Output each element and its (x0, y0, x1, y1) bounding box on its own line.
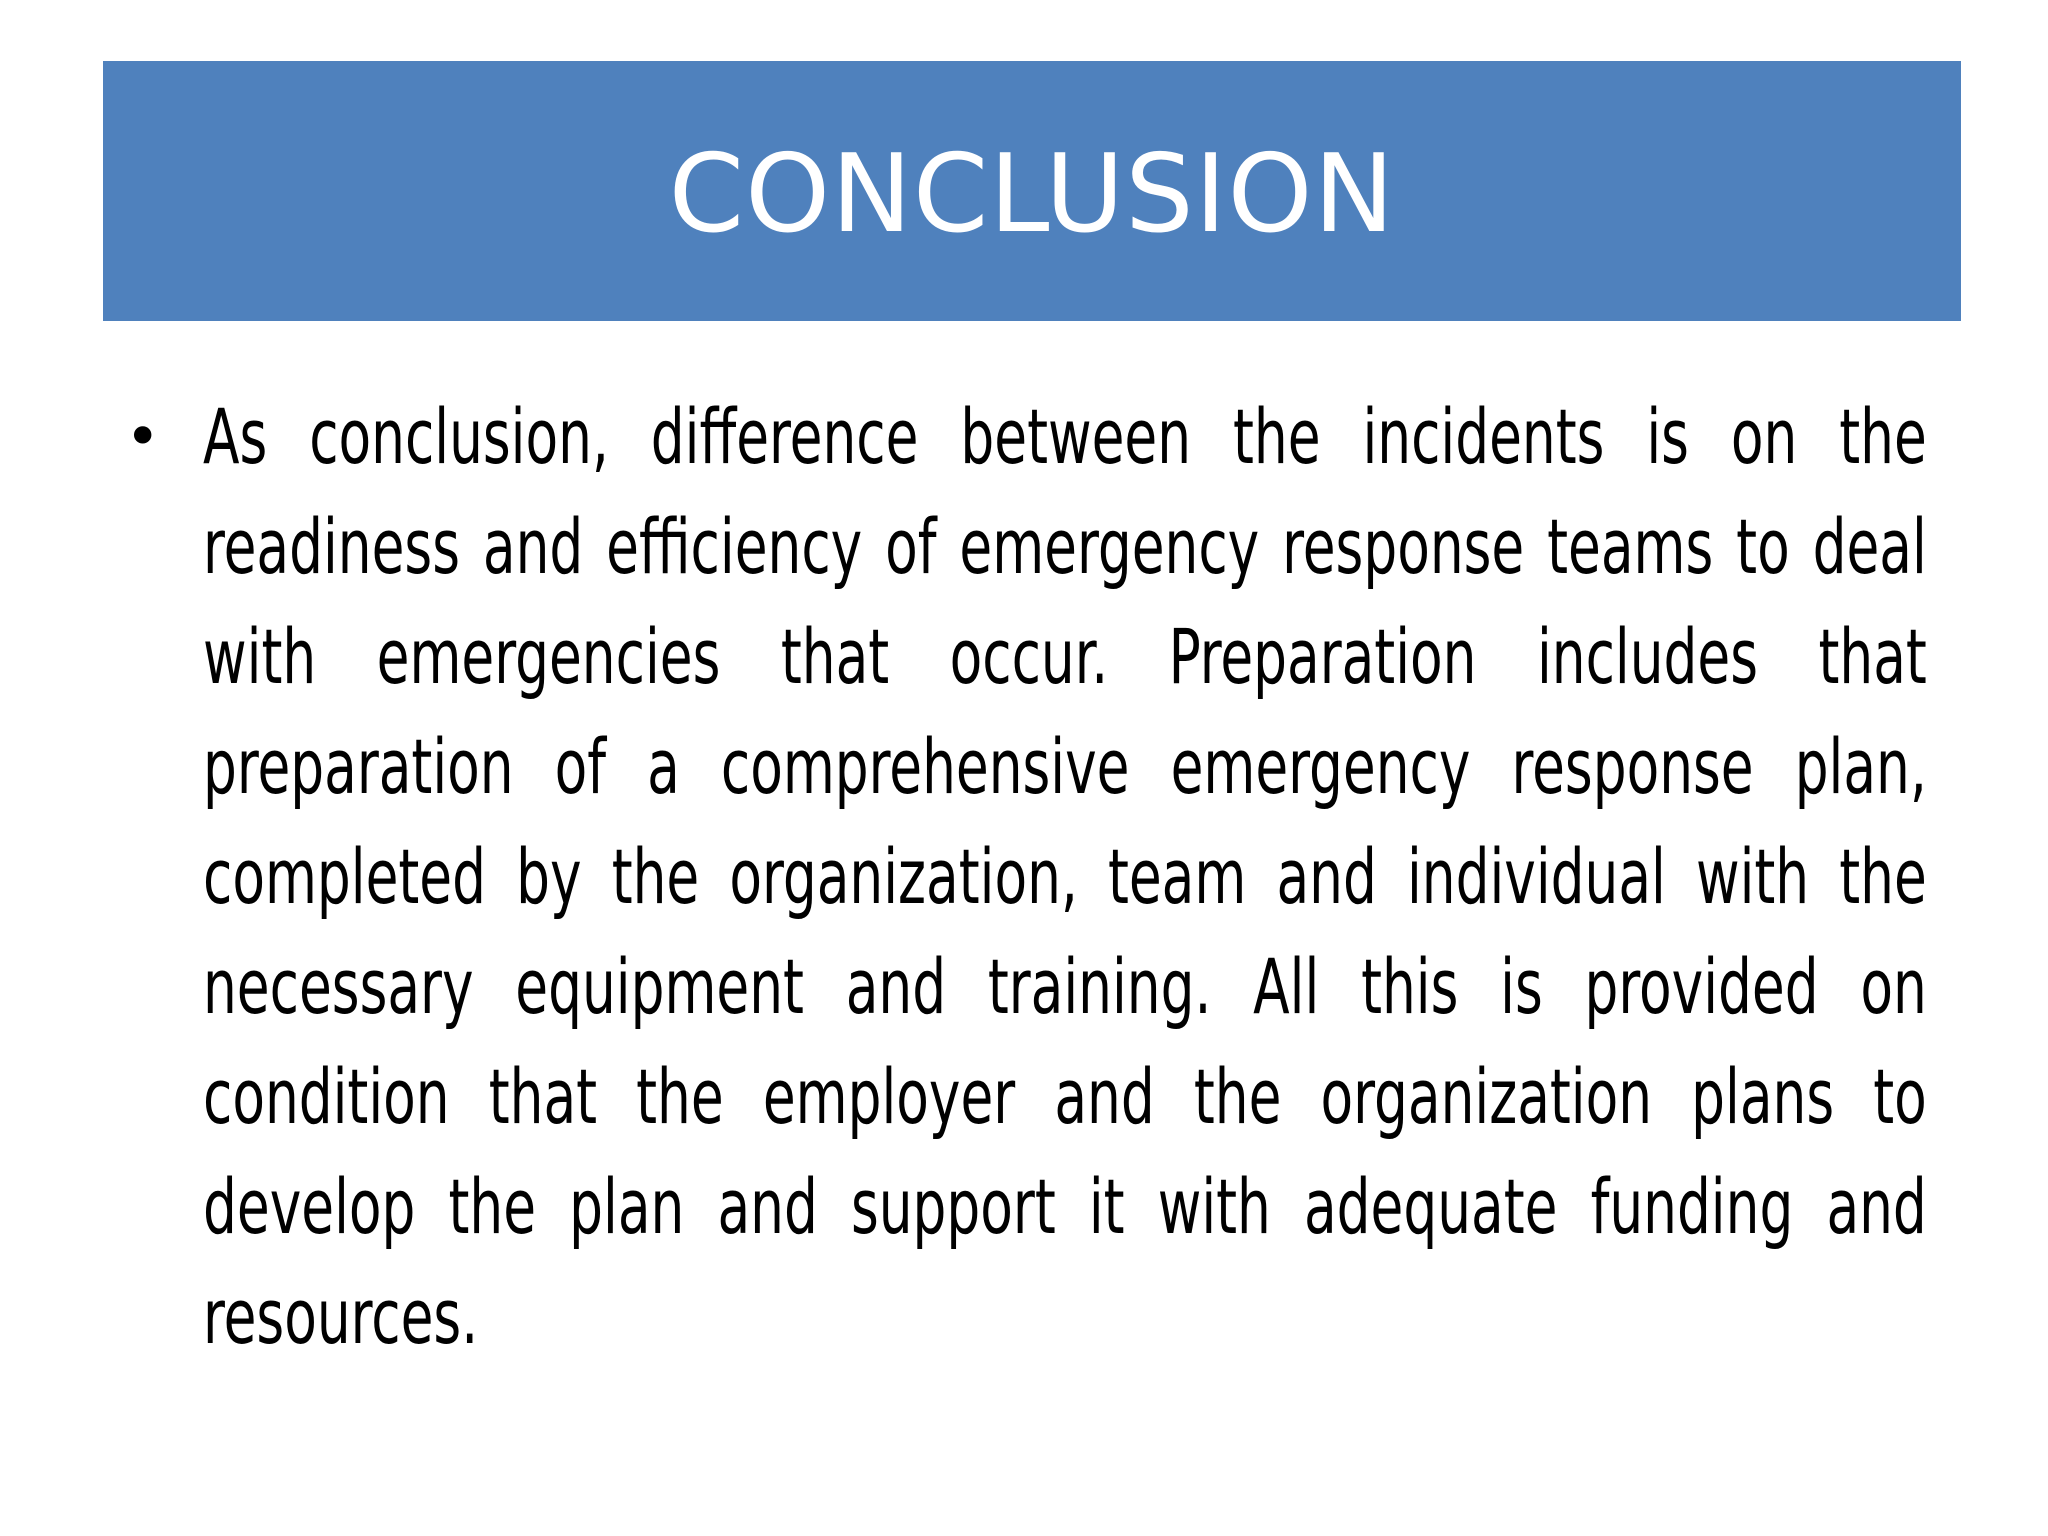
title-bar (103, 61, 1961, 321)
bullet-text-container (203, 382, 1935, 1372)
bullet-item (125, 382, 1935, 1372)
bullet-dot-icon: • (125, 402, 161, 472)
slide-body (125, 382, 1935, 1372)
slide-title: CONCLUSION (668, 132, 1396, 257)
bullet-text: As conclusion, difference between the incidents is on the readiness and efficiency of emergency response teams to deal with emergencies that occur. Preparation includes that preparation of a comprehensive emergency response plan, completed by the organization, team and individual with the necessary equipment and training. All this is provided on condition that the employer and the organization plans to develop the plan and support it with adequate funding and resources. (203, 392, 1927, 1361)
